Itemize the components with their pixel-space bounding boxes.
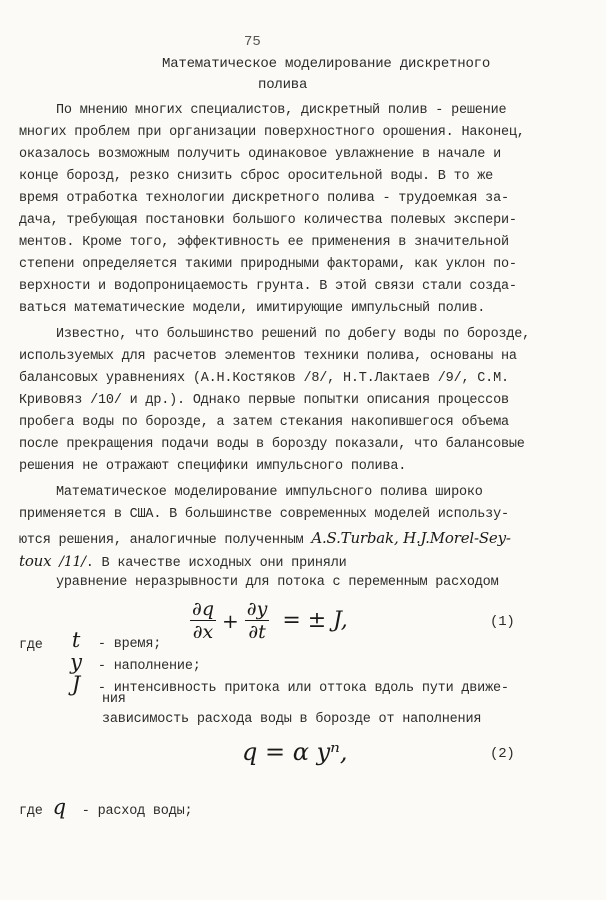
eq1-frac2-denominator: ∂t [248, 621, 266, 643]
where-item [62, 672, 509, 696]
reference-11: /11/ [59, 554, 86, 570]
symbol-q: q [52, 795, 66, 819]
eq1-plus: + [222, 608, 239, 633]
p1-line: верхности и водопроницаемость грунта. В этой связи стали созда- [19, 279, 517, 294]
title-line-1: Математическое моделирование дискретного [162, 56, 491, 72]
title-line-2: полива [258, 77, 308, 93]
p1-line: оказалось возможным получить одинаковое увлажнение в начале и [19, 147, 501, 162]
author-continuation: toux [19, 552, 52, 570]
p3-line-3-prefix: ются решения, аналогичные полученным [19, 533, 304, 548]
p1-line: дача, требующая постановки большого количества полевых экспери- [19, 213, 517, 228]
eq1-frac1-numerator: ∂q [192, 598, 214, 620]
where-item-text: - интенсивность притока или оттока вдоль пути движе- [97, 681, 509, 696]
p2-line: Кривовяз /10/ и др.). Однако первые попытки описания процессов [19, 393, 509, 408]
p3-line-4 [19, 552, 347, 571]
authors-handwritten: A.S.Turbak, H.J.Morel-Sey- [311, 529, 511, 547]
p2-line: балансовых уравнениях (А.Н.Костяков /8/, Н.Т.Лактаев /9/, С.М. [19, 371, 509, 386]
p3-line-2: применяется в США. В большинстве современных моделей использу- [19, 507, 509, 522]
equation-1 [190, 598, 348, 643]
p2-line: пробега воды по борозде, а затем стекания накопившегося объема [19, 415, 509, 430]
where-continuation: ния [102, 692, 126, 707]
p2-line: после прекращения подачи воды в борозду показали, что балансовые [19, 437, 525, 452]
page-number: 75 [244, 34, 261, 50]
where-item-text: - расход воды; [81, 804, 193, 819]
p3-line-4-rest: . В качестве исходных они приняли [85, 556, 347, 571]
equation-2: q = α yⁿ, [242, 738, 348, 766]
p2-line: решения не отражают специфики импульсного полива. [19, 459, 407, 474]
eq1-rhs: = ± J, [282, 608, 348, 633]
eq1-fraction-1 [190, 598, 216, 643]
symbol-J: J [71, 672, 81, 696]
where-item-text: - наполнение; [97, 659, 201, 674]
eq1-number: (1) [490, 614, 515, 630]
p1-line: ментов. Кроме того, эффективность ее применения в значительной [19, 235, 509, 250]
symbol-y: y [70, 650, 82, 674]
where-lead-1: где [19, 638, 43, 653]
p3-line-3 [19, 529, 511, 548]
p1-line: конце борозд, резко снизить сброс оросительной воды. В то же [19, 169, 494, 184]
where-lead-2: где [19, 804, 43, 819]
p2-line: используемых для расчетов элементов техники полива, основаны на [19, 349, 517, 364]
p2-line: Известно, что большинство решений по добегу воды по борозде, [56, 327, 531, 342]
where-item-text: - время; [97, 637, 162, 652]
eq1-frac1-denominator: ∂x [192, 621, 214, 643]
eq1-frac2-numerator: ∂y [246, 598, 268, 620]
p1-line: многих проблем при организации поверхностного орошения. Наконец, [19, 125, 525, 140]
where-item [62, 650, 201, 674]
p1-line: По мнению многих специалистов, дискретный полив - решение [56, 103, 507, 118]
p1-line: время отработка технологии дискретного полива - трудоемкая за- [19, 191, 509, 206]
p3-line-1: Математическое моделирование импульсного полива широко [56, 485, 483, 500]
where-item [62, 628, 161, 652]
p1-line: ваться математические модели, имитирующие импульсный полив. [19, 301, 486, 316]
eq1-fraction-2 [245, 598, 270, 643]
p1-line: степени определяется такими природными факторами, как уклон по- [19, 257, 517, 272]
dependency-line: зависимость расхода воды в борозде от наполнения [102, 712, 482, 727]
p3-line-5: уравнение неразрывности для потока с переменным расходом [56, 575, 499, 590]
eq2-number: (2) [490, 746, 515, 762]
symbol-t: t [71, 628, 81, 652]
where-line-2 [19, 795, 192, 819]
